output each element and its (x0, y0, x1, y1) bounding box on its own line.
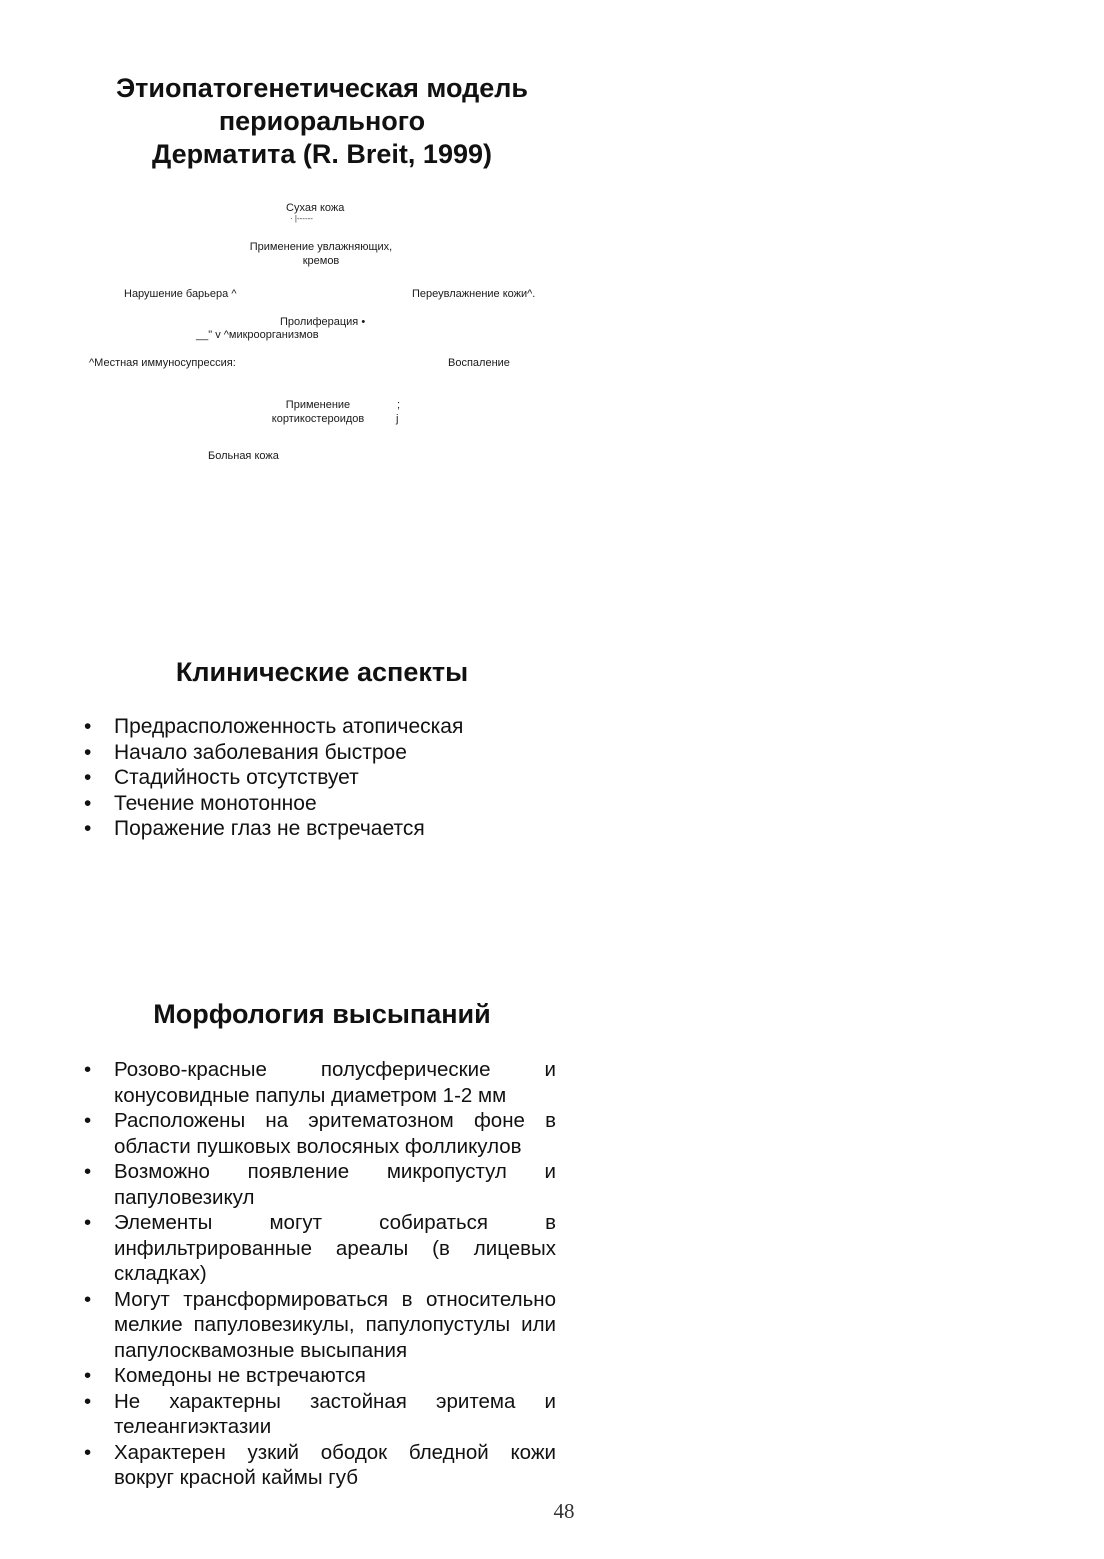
list-item (84, 1287, 556, 1364)
node-diseased-skin: Больная кожа (208, 450, 279, 462)
node-proliferation-line-1: Пролиферация • (280, 316, 366, 328)
diagram-title (60, 72, 584, 171)
clinical-aspects-list (84, 714, 556, 842)
list-item-text: Комедоны не встречаются (114, 1364, 366, 1387)
list-item (84, 1108, 556, 1159)
node-corticosteroids-mark-2: j (396, 413, 399, 425)
bullet-icon: • (84, 1211, 92, 1234)
list-item-text: Поражение глаз не встречается (114, 817, 425, 840)
node-overhydration: Переувлажнение кожи^. (412, 288, 536, 300)
diagram-title-line-2: периорального (218, 106, 426, 136)
node-corticosteroids-mark-1: ; (397, 399, 401, 411)
node-corticosteroids (262, 398, 374, 426)
list-item-text: Течение монотонное (114, 791, 317, 815)
node-barrier-disruption: Нарушение барьера ^ (124, 288, 237, 300)
node-proliferation-line-2: __" v ^микроорганизмов (196, 329, 319, 341)
bullet-icon: • (84, 1287, 92, 1311)
bullet-icon: • (84, 1109, 92, 1132)
bullet-icon: • (84, 1058, 92, 1081)
bullet-icon: • (84, 1364, 92, 1387)
bullet-icon: • (84, 817, 92, 840)
list-item (84, 1057, 556, 1108)
list-item-text: Элементы могут собираться в инфильтрированные ареалы (в лицевых складках) (114, 1211, 556, 1285)
node-moisturizers-line-2: кремов (302, 255, 340, 267)
bullet-icon: • (84, 1440, 92, 1464)
bullet-icon: • (84, 766, 92, 789)
list-item (84, 740, 556, 766)
list-item-text: Розово-красные полусферические и конусовидные папулы диаметром 1-2 мм (114, 1058, 556, 1107)
node-dry-skin-connector: · |------ (290, 214, 313, 223)
node-inflammation: Воспаление (448, 357, 510, 369)
bullet-icon: • (84, 1389, 92, 1413)
list-item-text: Характерен узкий ободок бледной кожи вокруг красной каймы губ (114, 1440, 556, 1489)
list-item (84, 1210, 556, 1287)
bullet-icon: • (84, 715, 92, 738)
list-item-text: Начало заболевания быстрое (114, 740, 407, 764)
node-moisturizers-line-1: Применение увлажняющих, (249, 241, 393, 253)
diagram-title-line-1: Этиопатогенетическая модель (115, 73, 529, 103)
morphology-heading: Морфология высыпаний (153, 999, 491, 1029)
list-item (84, 791, 556, 817)
list-item-text: Предрасположенность атопическая (114, 715, 464, 738)
morphology-list (84, 1057, 556, 1491)
list-item-text: Стадийность отсутствует (114, 766, 359, 789)
list-item (84, 816, 556, 842)
bullet-icon: • (84, 1160, 92, 1183)
list-item-text: Могут трансформироваться в относительно мелкие папуловезикулы, папулопустулы или папулосквамозные высыпания (114, 1287, 556, 1362)
node-corticosteroids-line-2: кортикостероидов (271, 413, 365, 425)
list-item (84, 714, 556, 740)
clinical-aspects-heading: Клинические аспекты (175, 657, 469, 687)
page-number: 48 (553, 1499, 575, 1523)
list-item (84, 1363, 556, 1389)
list-item (84, 1389, 556, 1440)
bullet-icon: • (84, 740, 92, 764)
list-item-text: Расположены на эритематозном фоне в области пушковых волосяных фолликулов (114, 1109, 556, 1158)
node-dry-skin: Сухая кожа (286, 202, 345, 214)
node-local-immunosuppression: ^Местная иммуносупрессия: (89, 357, 236, 369)
node-corticosteroids-line-1: Применение (285, 399, 351, 411)
list-item-text: Не характерны застойная эритема и телеангиэктазии (114, 1389, 556, 1438)
list-item (84, 1159, 556, 1210)
list-item (84, 1440, 556, 1491)
diagram-title-line-3: Дерматита (R. Breit, 1999) (152, 139, 492, 169)
list-item (84, 765, 556, 791)
node-moisturizers (236, 240, 406, 268)
bullet-icon: • (84, 791, 92, 815)
list-item-text: Возможно появление микропустул и папуловезикул (114, 1160, 556, 1209)
